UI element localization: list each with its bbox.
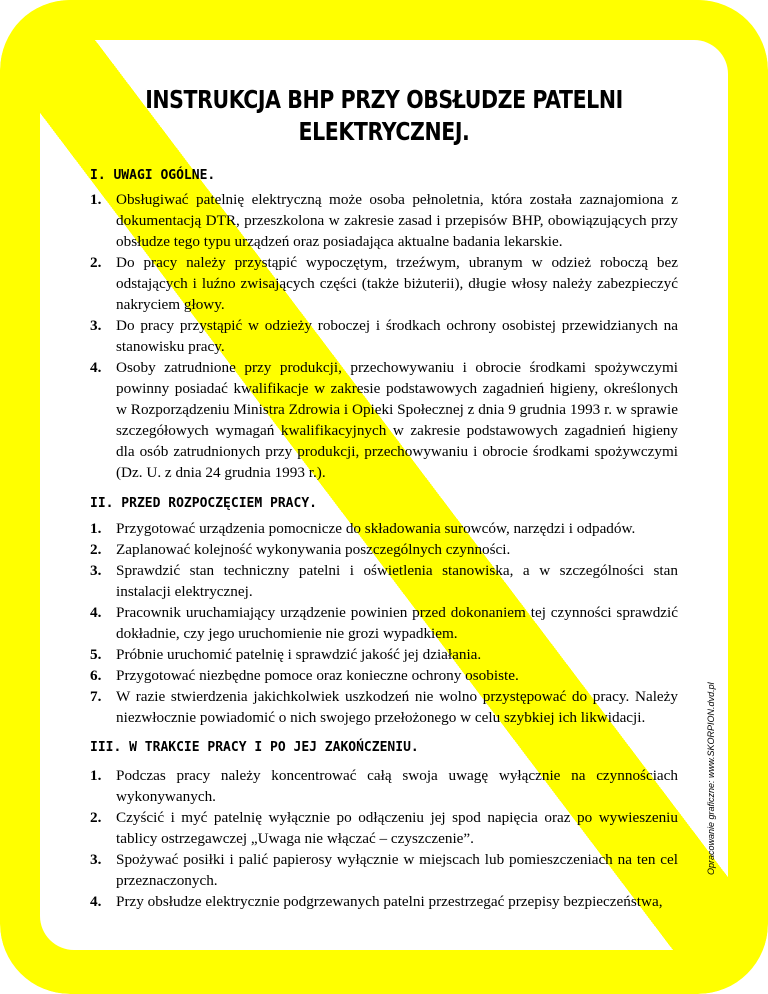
section-heading-general: I. UWAGI OGÓLNE. [90, 168, 216, 183]
list-before-work [90, 518, 678, 728]
item-number: 6. [90, 667, 102, 684]
list-item [90, 602, 678, 644]
item-number: 4. [90, 893, 102, 910]
item-text: Spożywać posiłki i palić papierosy wyłącznie w miejscach lub pomieszczeniach na ten cel przeznaczonych. [116, 851, 678, 889]
item-text: Zaplanować kolejność wykonywania poszczególnych czynności. [116, 541, 511, 558]
item-text: Do pracy należy przystąpić wypoczętym, trzeźwym, ubranym w odzież roboczą bez odstających i luźno zwisających części (także biżuterii), długie włosy należy zabezpieczyć nakryciem głowy. [116, 254, 678, 313]
list-item [90, 315, 678, 357]
item-text: Sprawdzić stan techniczny patelni i oświetlenia stanowiska, a w szczególności stan instalacji elektrycznej. [116, 562, 678, 600]
page-title [102, 84, 666, 148]
item-number: 4. [90, 604, 102, 621]
item-text: Pracownik uruchamiający urządzenie powinien przed dokonaniem tej czynności sprawdzić dokładnie, czy jego uruchomienie nie grozi wypadkiem. [116, 604, 678, 642]
list-item [90, 849, 678, 891]
item-text: Osoby zatrudnione przy produkcji, przechowywaniu i obrocie środkami spożywczymi powinny posiadać kwalifikacje w zakresie podstawowych zagadnień higieny, określonych w Rozporządzeniu Ministra Zdrowia i Opieki Społecznej z dnia 9 grudnia 1993 r. w sprawie szczegółowych wymagań kwalifikacyjnych w zakresie podstawowych zagadnień higieny dla osób zatrudnionych przy produkcji, przechowywaniu i obrocie środkami spożywczymi (Dz. U. z dnia 24 grudnia 1993 r.). [116, 359, 678, 481]
list-item [90, 518, 678, 539]
list-during-work [90, 765, 678, 912]
item-number: 3. [90, 851, 102, 868]
item-text: Do pracy przystąpić w odzieży roboczej i środkach ochrony osobistej przewidzianych na stanowisku pracy. [116, 317, 678, 355]
item-number: 2. [90, 254, 102, 271]
item-number: 3. [90, 317, 102, 334]
item-number: 5. [90, 646, 102, 663]
item-number: 1. [90, 191, 102, 208]
item-text: Podczas pracy należy koncentrować całą swoja uwagę wyłącznie na czynnościach wykonywanych. [116, 767, 678, 805]
item-number: 2. [90, 541, 102, 558]
list-item [90, 665, 678, 686]
list-item [90, 252, 678, 315]
frame-top-left-band [0, 0, 768, 30]
list-item [90, 560, 678, 602]
list-item [90, 189, 678, 252]
item-text: Próbnie uruchomić patelnię i sprawdzić jakość jej działania. [116, 646, 482, 663]
item-text: Czyścić i myć patelnię wyłącznie po odłączeniu jej spod napięcia oraz po wywieszeniu tablicy ostrzegawczej „Uwaga nie włączać – czyszczenie”. [116, 809, 678, 847]
item-text: Przygotować niezbędne pomoce oraz konieczne ochrony osobiste. [116, 667, 519, 684]
list-item [90, 539, 678, 560]
section-heading-before-work: II. PRZED ROZPOCZĘCIEM PRACY. [90, 496, 317, 511]
list-item [90, 686, 678, 728]
item-number: 2. [90, 809, 102, 826]
item-text: Obsługiwać patelnię elektryczną może osoba pełnoletnia, która została zaznajomiona z dokumentacją DTR, przeszkolona w zakresie zasad i przepisów BHP, obowiązujących przy obsłudze tego typu urządzeń oraz posiadająca aktualne badania lekarskie. [116, 191, 678, 250]
item-number: 1. [90, 520, 102, 537]
title-line-2: ELEKTRYCZNEJ. [298, 117, 470, 146]
graphic-credit: Opracowanie graficzne: www.SKORPION.dvd.pl [706, 682, 716, 875]
item-number: 4. [90, 359, 102, 376]
list-item [90, 765, 678, 807]
item-text: Przygotować urządzenia pomocnicze do składowania surowców, narzędzi i odpadów. [116, 520, 636, 537]
section-heading-during-work: III. W TRAKCIE PRACY I PO JEJ ZAKOŃCZENIU. [90, 740, 419, 755]
list-item [90, 357, 678, 483]
list-item [90, 891, 678, 912]
item-text: W razie stwierdzenia jakichkolwiek uszkodzeń nie wolno przystępować do pracy. Należy niezwłocznie powiadomić o nich swojego przełożonego w celu szybkiej ich likwidacji. [116, 688, 678, 726]
list-item [90, 644, 678, 665]
item-number: 1. [90, 767, 102, 784]
title-line-1: INSTRUKCJA BHP PRZY OBSŁUDZE PATELNI [145, 85, 623, 114]
list-general [90, 189, 678, 483]
item-number: 7. [90, 688, 102, 705]
item-number: 3. [90, 562, 102, 579]
item-text: Przy obsłudze elektrycznie podgrzewanych patelni przestrzegać przepisy bezpieczeństwa, [116, 893, 663, 910]
list-item [90, 807, 678, 849]
